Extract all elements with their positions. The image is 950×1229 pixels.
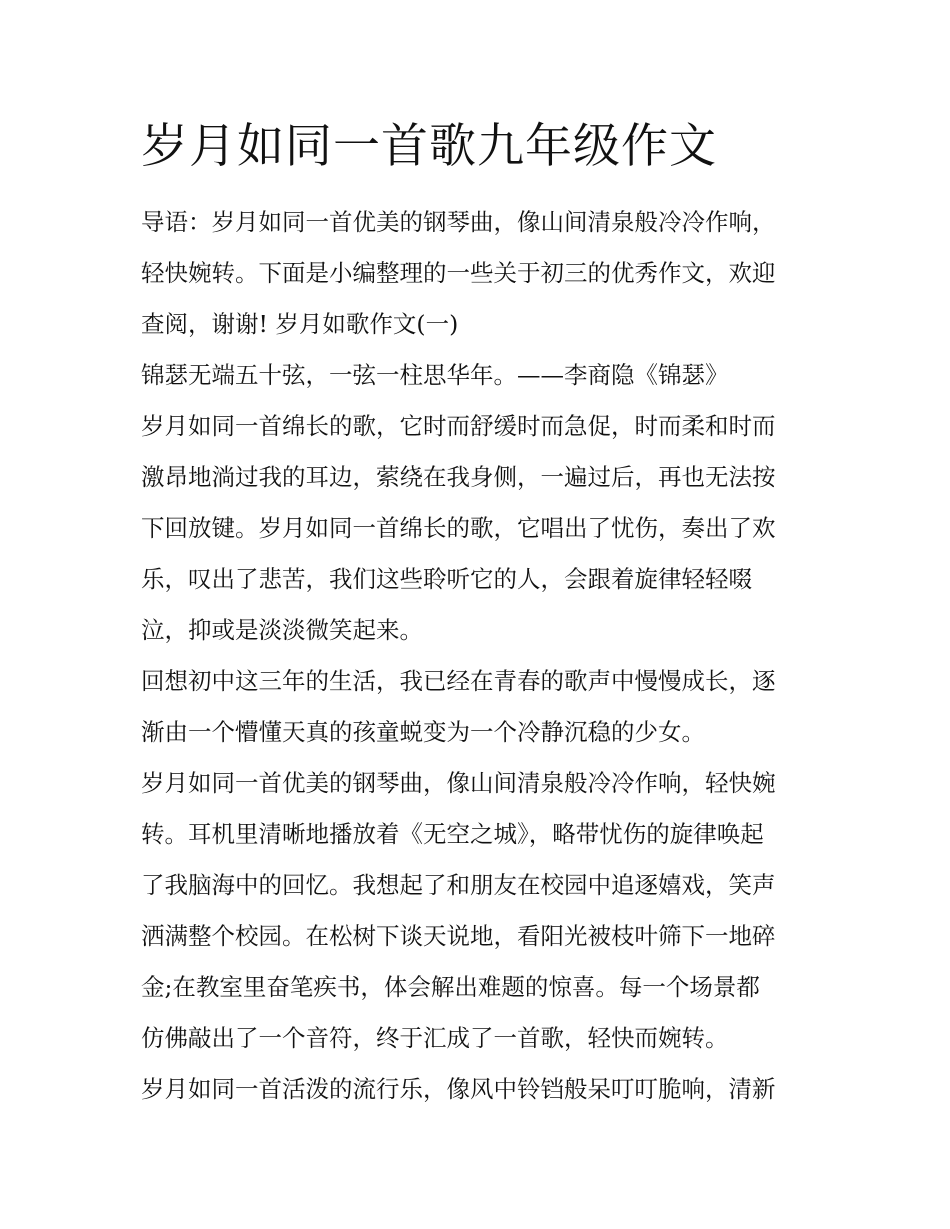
text-line: 导语：岁月如同一首优美的钢琴曲，像山间清泉般冷冷作响， [141, 208, 776, 236]
text-line: 转。耳机里清晰地播放着《无空之城》，略带忧伤的旋律唤起 [141, 820, 764, 848]
text-line: 激昂地淌过我的耳边，萦绕在我身侧，一遍过后，再也无法按 [141, 463, 776, 491]
paragraph-quote [141, 350, 821, 401]
text-line: 金;在教室里奋笔疾书，体会解出难题的惊喜。每一个场景都 [141, 973, 760, 1001]
text-line: 轻快婉转。下面是小编整理的一些关于初三的优秀作文，欢迎 [141, 259, 776, 287]
text-line: 岁月如同一首绵长的歌，它时而舒缓时而急促，时而柔和时而 [141, 412, 776, 440]
paragraph [141, 401, 821, 656]
text-line: 锦瑟无端五十弦，一弦一柱思华年。——李商隐《锦瑟》 [141, 361, 729, 389]
paragraph [141, 656, 821, 758]
text-line: 岁月如同一首活泼的流行乐，像风中铃铛般呆叮叮脆响，清新 [141, 1075, 776, 1103]
text-line: 泣，抑或是淡淡微笑起来。 [141, 616, 423, 644]
text-line: 渐由一个懵懂天真的孩童蜕变为一个冷静沉稳的少女。 [141, 718, 705, 746]
paragraph-intro [141, 197, 821, 350]
text-line: 了我脑海中的回忆。我想起了和朋友在校园中追逐嬉戏，笑声 [141, 871, 776, 899]
text-line: 岁月如同一首优美的钢琴曲，像山间清泉般冷冷作响，轻快婉 [141, 769, 776, 797]
text-line: 下回放键。岁月如同一首绵长的歌，它唱出了忧伤，奏出了欢 [141, 514, 776, 542]
paragraph [141, 1064, 821, 1115]
text-line: 洒满整个校园。在松树下谈天说地，看阳光被枝叶筛下一地碎 [141, 922, 776, 950]
text-line: 仿佛敲出了一个音符，终于汇成了一首歌，轻快而婉转。 [141, 1024, 729, 1052]
document-body [141, 197, 821, 1115]
text-line: 乐，叹出了悲苦，我们这些聆听它的人，会跟着旋律轻轻啜 [141, 565, 752, 593]
text-line: 查阅，谢谢! 岁月如歌作文(一) [141, 310, 459, 338]
document-title: 岁月如同一首歌九年级作文 [141, 119, 717, 174]
text-line: 回想初中这三年的生活，我已经在青春的歌声中慢慢成长，逐 [141, 667, 776, 695]
paragraph [141, 758, 821, 1064]
